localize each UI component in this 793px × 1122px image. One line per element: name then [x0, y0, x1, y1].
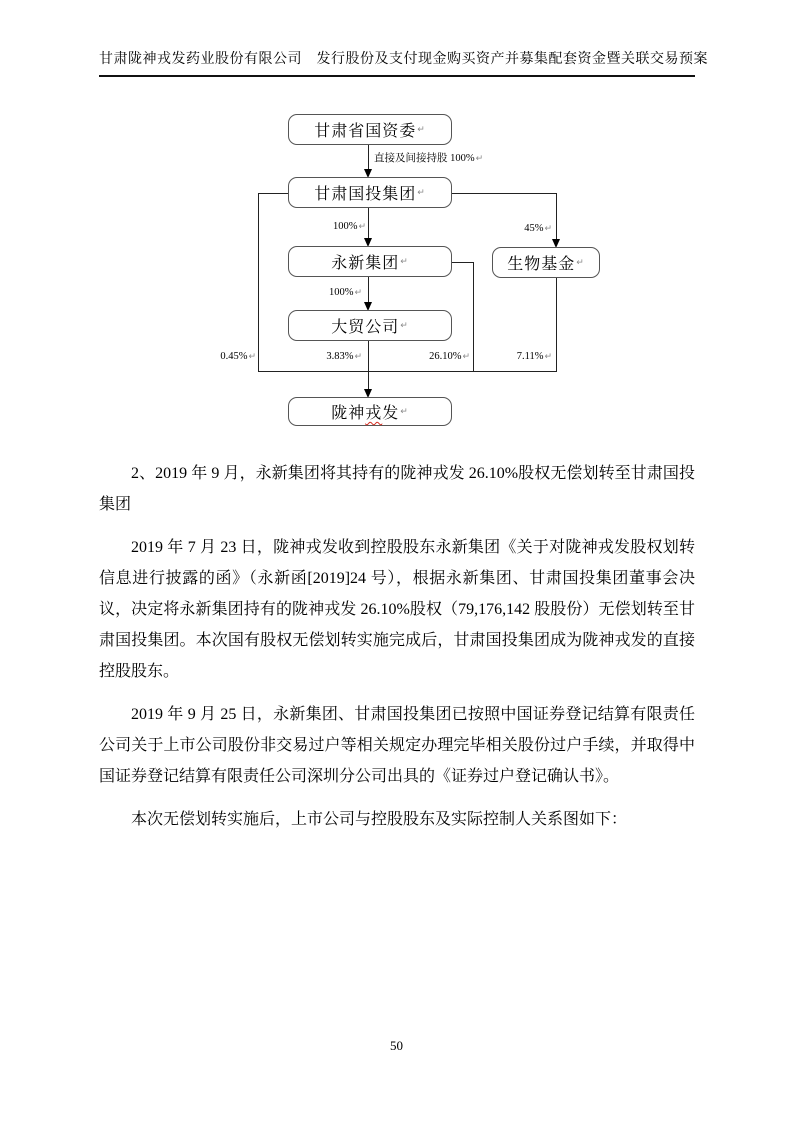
return-mark-icon: ↵	[248, 352, 256, 362]
spellcheck-marked-text: 戎	[365, 405, 383, 422]
node-yongxin-group	[288, 246, 452, 277]
return-mark-icon: ↵	[400, 406, 409, 417]
edge-label-text: 直接及间接持股 100%	[374, 153, 475, 164]
return-mark-icon: ↵	[354, 288, 362, 298]
edge-label-711pct	[508, 351, 552, 363]
body-text	[99, 458, 695, 847]
connector-yongxin-longshen-vertical	[473, 262, 474, 371]
return-mark-icon: ↵	[354, 352, 362, 362]
paragraph-3: 本次无偿划转实施后，上市公司与控股股东及实际控制人关系图如下：	[131, 811, 628, 828]
edge-label-text: 100%	[332, 221, 358, 232]
node-label: 甘肃省国资委	[314, 123, 417, 140]
connector-bus-line	[258, 371, 557, 372]
return-mark-icon: ↵	[475, 154, 484, 164]
edge-label-45pct	[510, 223, 552, 235]
connector-damao-bus	[368, 341, 369, 371]
return-mark-icon: ↵	[358, 222, 366, 232]
ownership-structure-diagram	[0, 0, 793, 440]
node-label: 生物基金	[507, 256, 576, 273]
node-label-part: 发	[382, 405, 400, 422]
connector-guotou-biofund-vertical	[556, 193, 557, 239]
edge-label-100pct-damao	[318, 287, 362, 299]
node-provincial-sasac	[288, 114, 452, 145]
section-heading: 2、2019 年 9 月，永新集团将其持有的陇神戎发 26.10%股权无偿划转至甘肃国投集团	[99, 465, 695, 513]
edge-label-text: 26.10%	[429, 351, 462, 362]
connector-sasac-guotou	[368, 145, 369, 169]
return-mark-icon: ↵	[400, 256, 409, 267]
edge-label-100pct-guotou	[322, 221, 366, 233]
header-title: 甘肃陇神戎发药业股份有限公司 发行股份及支付现金购买资产并募集配套资金暨关联交易预案	[99, 52, 708, 67]
return-mark-icon: ↵	[544, 352, 552, 362]
return-mark-icon: ↵	[400, 320, 409, 331]
paragraph-2: 2019 年 9 月 25 日，永新集团、甘肃国投集团已按照中国证券登记结算有限责任公司关于上市公司股份非交易过户等相关规定办理完毕相关股份过户手续，并取得中国证券登记结算有限责任公司深圳分公司出具的《证券过户登记确认书》。	[99, 706, 695, 785]
node-label: 永新集团	[331, 255, 400, 272]
edge-label-2610pct	[422, 351, 470, 363]
return-mark-icon: ↵	[544, 224, 552, 234]
edge-label-text: 0.45%	[220, 351, 248, 362]
node-label-part: 陇神	[331, 405, 366, 422]
edge-label-text: 7.11%	[516, 351, 544, 362]
edge-label-text: 100%	[328, 287, 354, 298]
node-label: 甘肃国投集团	[314, 186, 417, 203]
connector-yongxin-damao	[368, 277, 369, 302]
connector-bus-longshen	[368, 371, 369, 389]
connector-guotou-longshen-vertical	[258, 193, 259, 371]
return-mark-icon: ↵	[417, 124, 426, 135]
edge-label-text: 45%	[524, 223, 544, 234]
connector-guotou-left	[258, 193, 288, 194]
return-mark-icon: ↵	[417, 187, 426, 198]
connector-biofund-bus	[556, 278, 557, 371]
node-bio-fund	[492, 247, 600, 278]
edge-label-text: 3.83%	[326, 351, 354, 362]
node-label	[331, 400, 399, 423]
edge-label-383pct	[320, 351, 362, 363]
connector-guotou-right	[452, 193, 556, 194]
return-mark-icon: ↵	[576, 257, 585, 268]
return-mark-icon: ↵	[462, 352, 470, 362]
connector-guotou-yongxin	[368, 208, 369, 238]
connector-yongxin-right	[452, 262, 473, 263]
node-gansu-guotou-group	[288, 177, 452, 208]
node-damao-company	[288, 310, 452, 341]
node-longshen-rongfa	[288, 397, 452, 426]
edge-label-direct-indirect	[374, 153, 483, 165]
node-label: 大贸公司	[331, 319, 400, 336]
paragraph-1: 2019 年 7 月 23 日，陇神戎发收到控股股东永新集团《关于对陇神戎发股权划转信息进行披露的函》（永新函[2019]24 号），根据永新集团、甘肃国投集团董事会决议，决定将永新集团持有的陇神戎发 26.10%股权（79,176,142 股股份）无偿划转至甘肃国投集团。本次国有股权无偿划转实施完成后，甘肃国投集团成为陇神戎发的直接控股股东。	[99, 539, 695, 680]
page-number: 50	[390, 1038, 403, 1053]
edge-label-045pct	[216, 351, 256, 363]
